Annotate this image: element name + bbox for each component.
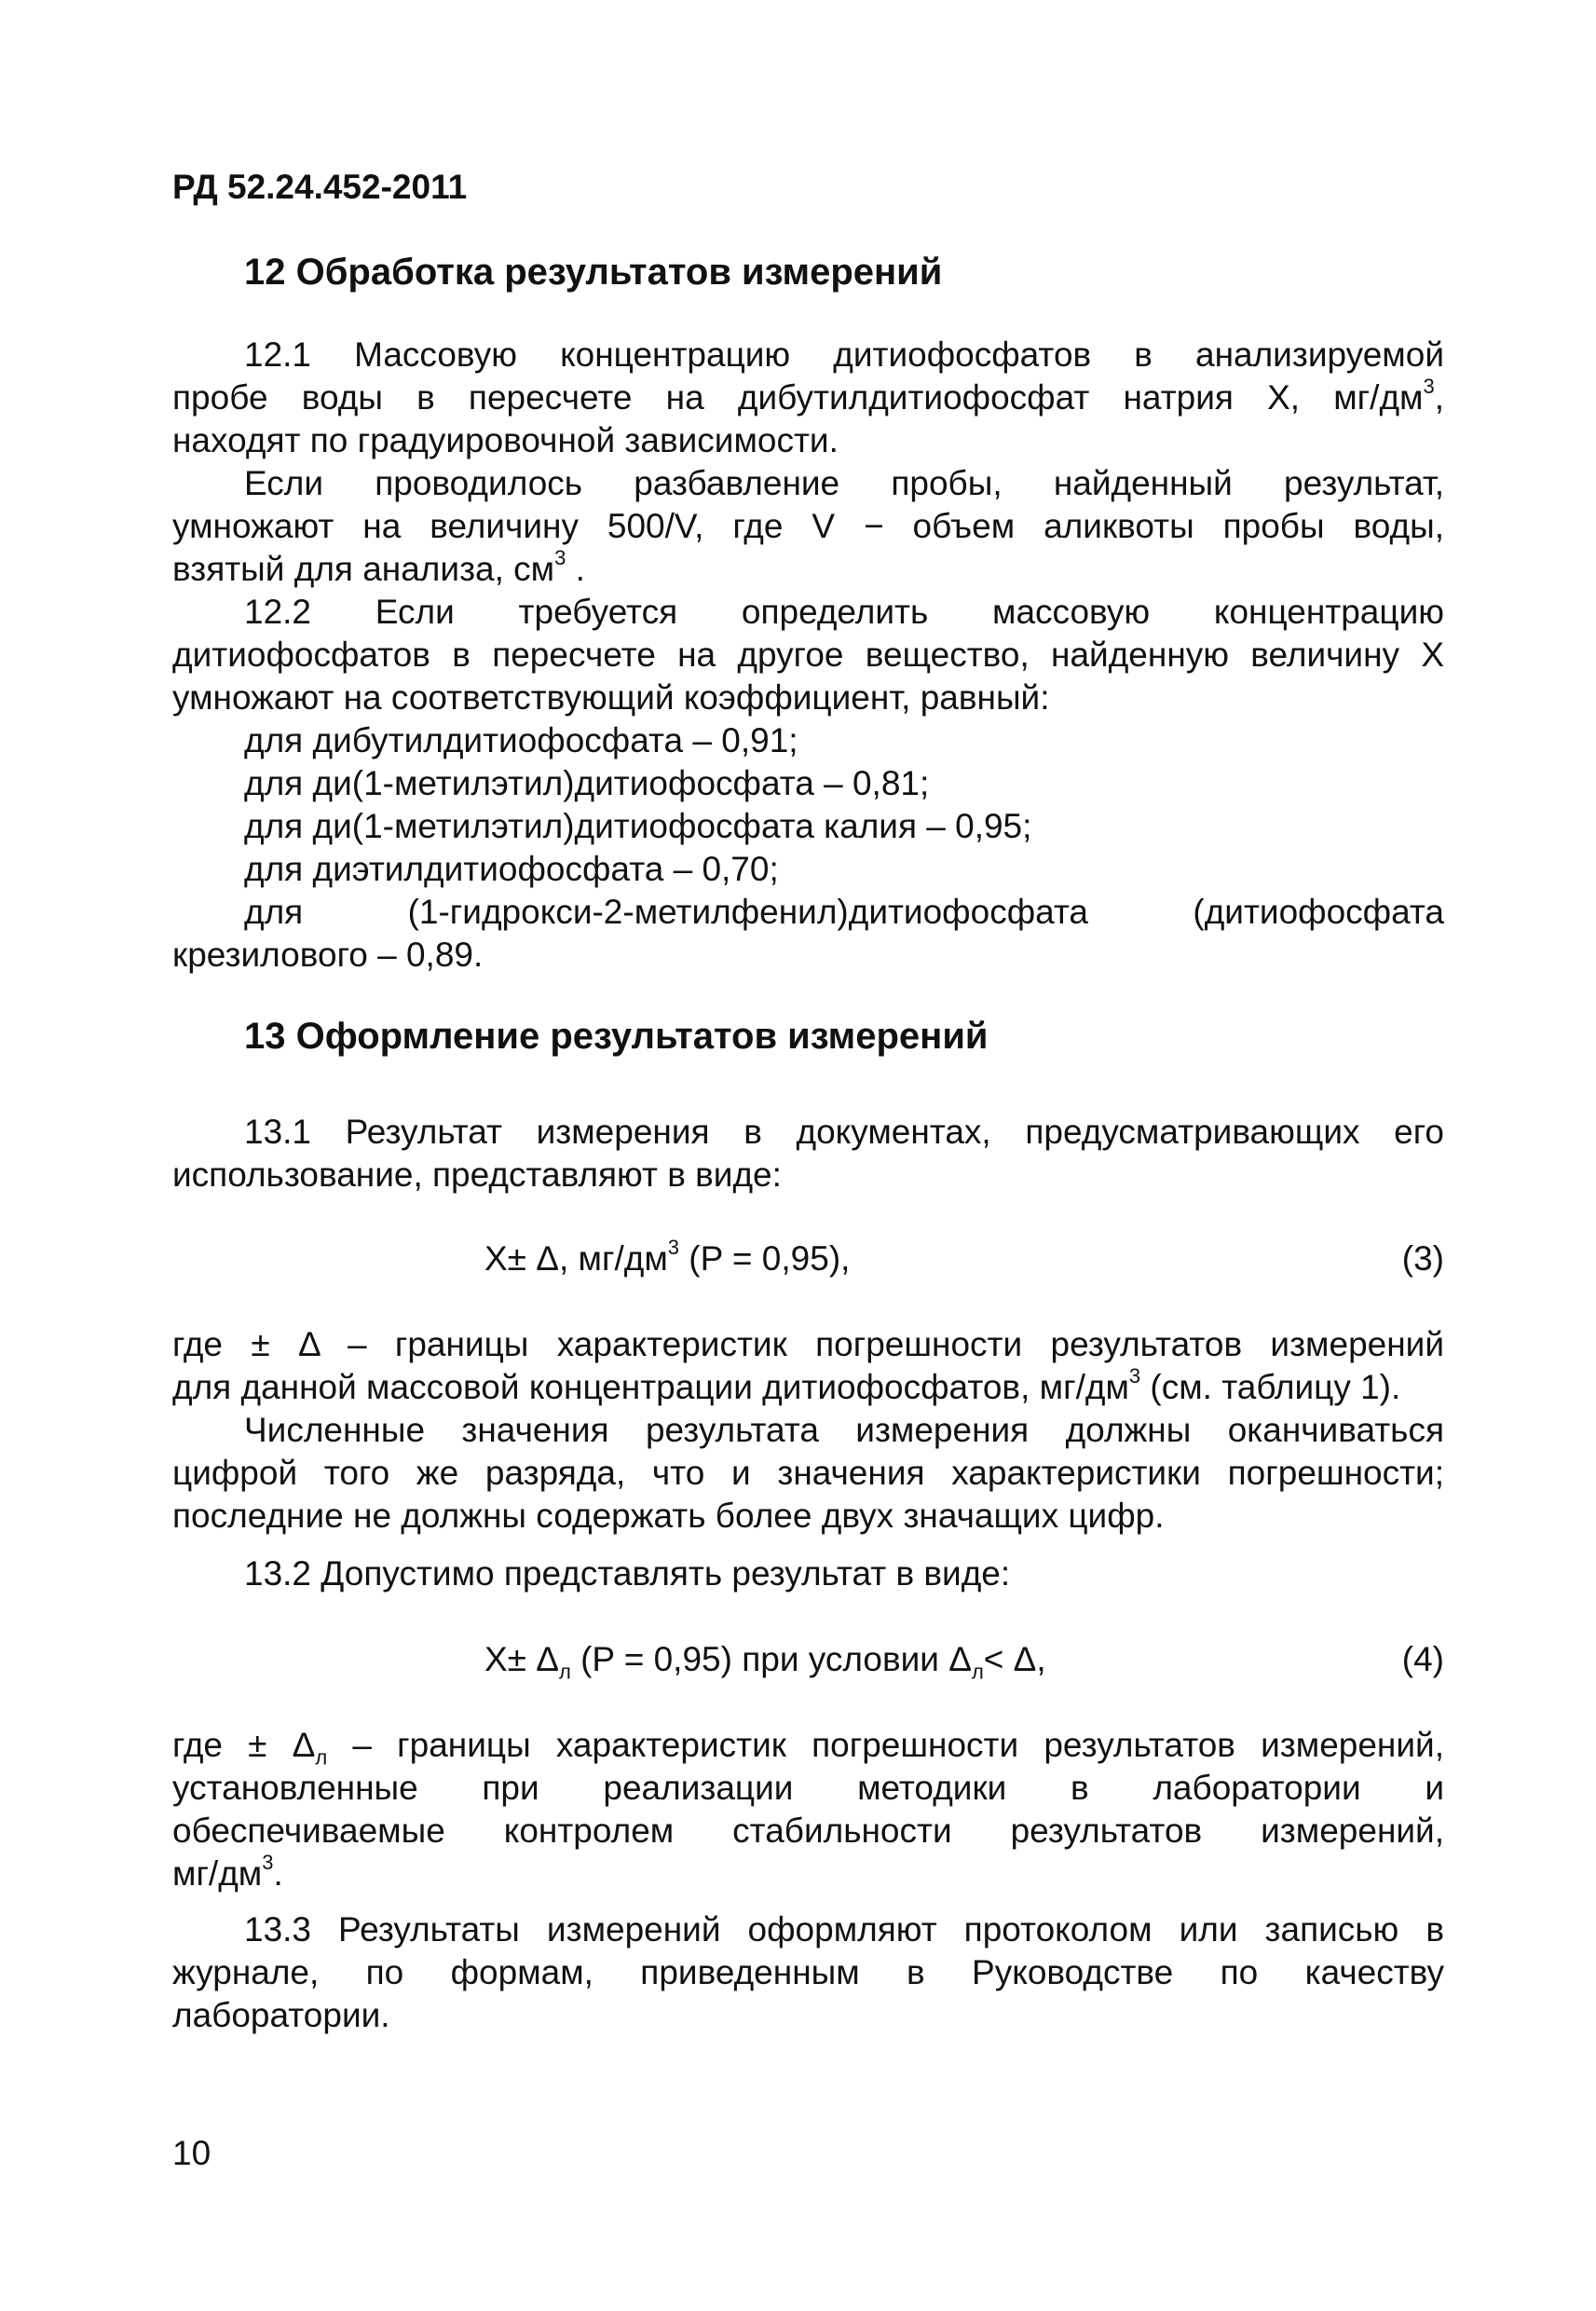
text-line: для данной массовой концентрации дитиофосфатов, $мг/дм^3$ (см. таблицу 1). xyxy=(172,1363,1401,1406)
paragraph-13-2 xyxy=(172,1552,1444,1595)
formula-expression: $X\pm \Delta_л$ (P = 0,95) при условии $\Delta_л< \Delta$, xyxy=(484,1640,1046,1684)
coefficient-item: для ди(1-метилэтил)дитиофосфата – 0,81; xyxy=(244,764,930,802)
text-line: 12.2 Если требуется определить массовую концентрацию xyxy=(244,593,1444,631)
text-line: обеспечиваемые контролем стабильности результатов измерений, xyxy=(172,1812,1444,1850)
text-line: 12.1 Массовую концентрацию дитиофосфатов в анализируемой xyxy=(244,335,1444,374)
text-line: последние не должны содержать более двух значащих цифр. xyxy=(172,1497,1165,1535)
text-line: 13.2 Допустимо представлять результат в виде: xyxy=(244,1554,1011,1593)
paragraph-delta-l-definition xyxy=(172,1724,1444,1895)
formula-expression: X± Δ, $мг/дм^3$ (P = 0,95), xyxy=(484,1235,851,1278)
paragraph-delta-definition xyxy=(172,1323,1444,1409)
text-line: умножают на соответствующий коэффициент, равный: xyxy=(172,678,1050,717)
paragraph-dilution xyxy=(172,462,1444,591)
coefficient-item: для диэтилдитиофосфата – 0,70; xyxy=(244,850,779,888)
text-line: взятый для анализа, $см^3$ . xyxy=(172,545,585,588)
coefficient-item: для ди(1-метилэтил)дитиофосфата калия – 0,95; xyxy=(244,807,1032,845)
text-line: где ± Δ – границы характеристик погрешности результатов измерений xyxy=(172,1325,1444,1363)
section-12-title: 12 Обработка результатов измерений xyxy=(244,252,943,293)
text-line: пробе воды в пересчете на дибутилдитиофосфат натрия X, $мг/дм^3$, xyxy=(172,374,1444,417)
formula-number: (3) xyxy=(1401,1239,1444,1278)
text-line: 13.3 Результаты измерений оформляют протоколом или записью в xyxy=(244,1910,1444,1949)
paragraph-12-2 xyxy=(172,591,1444,977)
text-line: крезилового – 0,89. xyxy=(172,936,484,974)
paragraph-13-1 xyxy=(172,1111,1444,1197)
text-line: Численные значения результата измерения должны оканчиваться xyxy=(244,1411,1444,1449)
coefficient-item: для (1-гидрокси-2-метилфенил)дитиофосфата (дитиофосфата xyxy=(244,893,1444,931)
text-line: установленные при реализации методики в лаборатории и xyxy=(172,1769,1444,1807)
coefficient-item: для дибутилдитиофосфата – 0,91; xyxy=(244,721,798,759)
text-line: дитиофосфатов в пересчете на другое вещество, найденную величину X xyxy=(172,636,1444,674)
document-code: РД 52.24.452-2011 xyxy=(172,168,468,206)
text-line: умножают на величину 500/V, где V − объем аликвоты пробы воды, xyxy=(172,507,1444,545)
paragraph-13-3 xyxy=(172,1908,1444,2037)
section-13-title: 13 Оформление результатов измерений xyxy=(244,1016,989,1057)
text-line: журнале, по формам, приведенным в Руководстве по качеству xyxy=(172,1953,1444,1991)
text-line: использование, представляют в виде: xyxy=(172,1156,782,1194)
text-line: $мг/дм^3$. xyxy=(172,1850,283,1893)
paragraph-rounding xyxy=(172,1409,1444,1538)
page-number: 10 xyxy=(172,2134,211,2172)
text-line: лаборатории. xyxy=(172,1996,390,2034)
text-line: 13.1 Результат измерения в документах, предусматривающих его xyxy=(244,1113,1444,1151)
paragraph-12-1 xyxy=(172,334,1444,462)
text-line: находят по градуировочной зависимости. xyxy=(172,421,839,459)
text-line: цифрой того же разряда, что и значения характеристики погрешности; xyxy=(172,1454,1444,1492)
text-line: где ± $\Delta_л$ – границы характеристик погрешности результатов измерений, xyxy=(172,1726,1444,1770)
formula-number: (4) xyxy=(1401,1640,1444,1678)
text-line: Если проводилось разбавление пробы, найденный результат, xyxy=(244,464,1444,502)
